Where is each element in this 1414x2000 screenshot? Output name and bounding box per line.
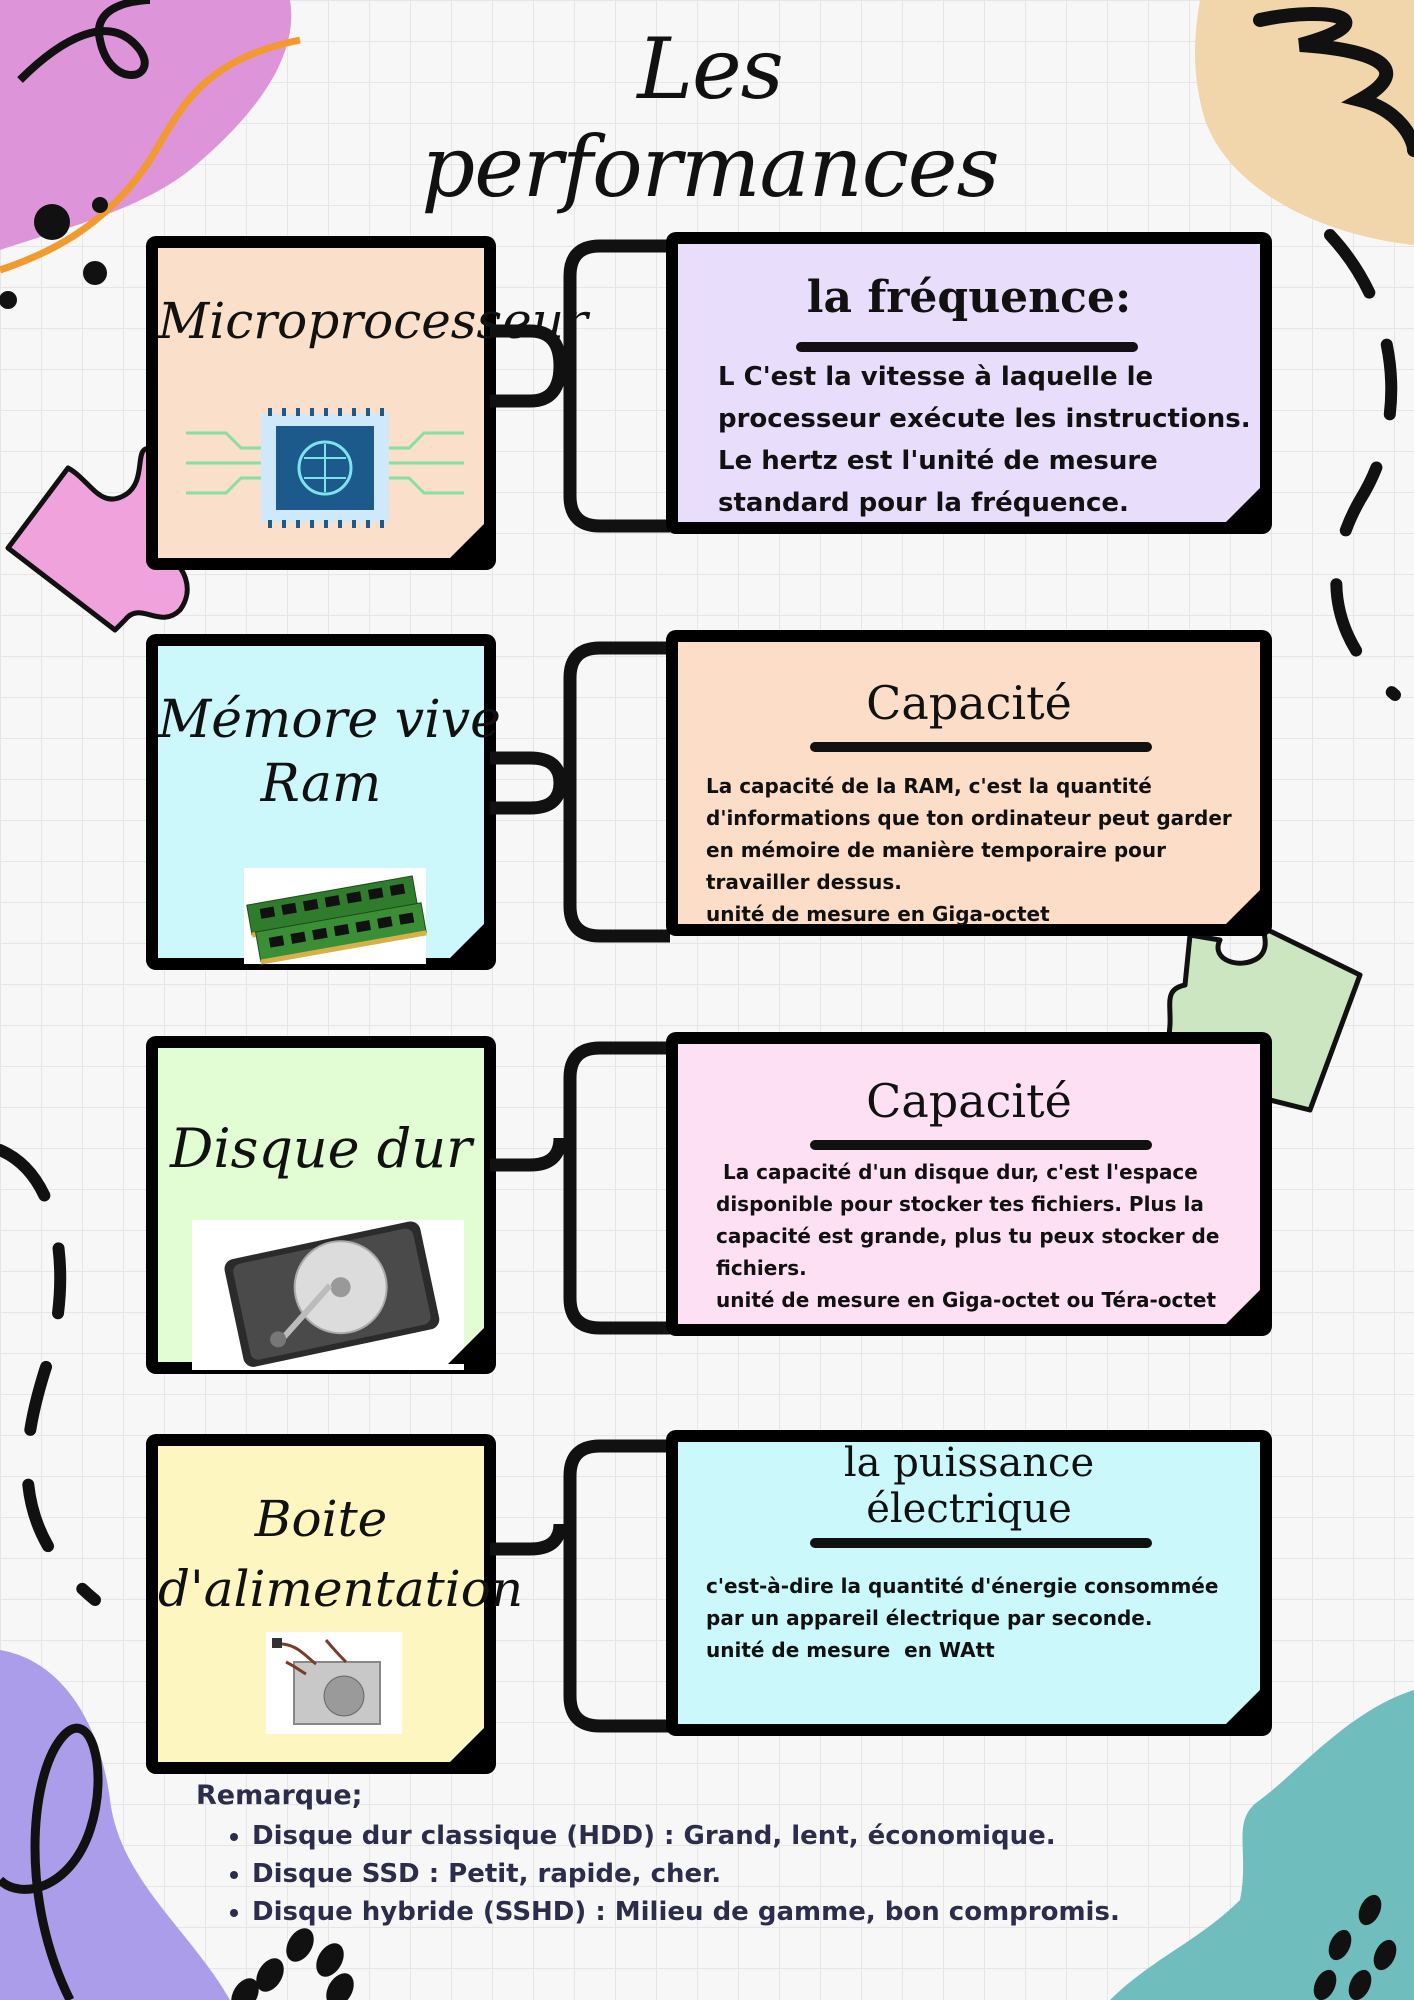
black-dot (0, 291, 17, 309)
list-item: • Disque hybride (SSHD) : Milieu de gamme, bon compromis. (252, 1893, 1120, 1931)
text-line: unité de mesure en WAtt (706, 1638, 995, 1662)
text-line: La capacité d'un disque dur, c'est l'espace (716, 1160, 1198, 1184)
component-name (158, 292, 588, 350)
heading-line: Capacité (866, 676, 1072, 730)
heading-line: Capacité (866, 1074, 1072, 1128)
text-line: fichiers. (716, 1256, 807, 1280)
component-name (158, 1484, 524, 1624)
component-name (158, 1117, 484, 1180)
definition-heading (678, 272, 1260, 323)
definition-card (666, 1430, 1272, 1736)
page-fold (1224, 1288, 1262, 1326)
connector-bracket (490, 1436, 670, 1736)
page-fold (1224, 888, 1262, 926)
cpu-chip-icon (186, 408, 464, 528)
remark-list (196, 1817, 1120, 1931)
text-line: standard pour la fréquence. (718, 488, 1129, 518)
heading-line: la puissance (843, 1440, 1095, 1486)
heading-line: électrique (866, 1486, 1072, 1532)
component-name-line: Microprocesseur (158, 292, 588, 350)
page-fold (1224, 486, 1262, 524)
definition-text (716, 1156, 1219, 1316)
heading-underline (810, 742, 1152, 752)
text-line: en mémoire de manière temporaire pour (706, 838, 1167, 862)
dashed-curve (1330, 235, 1395, 695)
black-dot (83, 261, 107, 285)
text-line: Le hertz est l'unité de mesure (718, 446, 1158, 476)
text-line: unité de mesure en Giga-octet ou Téra-octet (716, 1288, 1217, 1312)
teal-blob (1110, 1690, 1414, 2000)
heading-underline (796, 342, 1138, 352)
definition-heading (678, 1074, 1260, 1128)
component-card (146, 1036, 496, 1374)
heading-underline (810, 1140, 1152, 1150)
component-name-line: Ram (260, 754, 382, 814)
definition-card (666, 232, 1272, 534)
definition-heading (678, 676, 1260, 730)
text-line: capacité est grande, plus tu peux stocker de (716, 1224, 1220, 1248)
component-name-line: Boite (254, 1490, 388, 1548)
text-line: c'est-à-dire la quantité d'énergie consommée (706, 1574, 1219, 1598)
page-fold (448, 1326, 486, 1364)
definition-text (718, 356, 1251, 524)
component-card (146, 1434, 524, 1774)
list-item: • Disque SSD : Petit, rapide, cher. (252, 1855, 1120, 1893)
component-name-line: Disque dur (170, 1117, 472, 1180)
power-supply-icon (266, 1632, 402, 1734)
black-dot (34, 204, 70, 240)
list-item: • Disque dur classique (HDD) : Grand, lent, économique. (252, 1817, 1120, 1855)
page-fold (448, 1726, 486, 1764)
definition-heading (678, 1440, 1260, 1532)
dashed-curve (0, 1150, 95, 1600)
text-line: La capacité de la RAM, c'est la quantité (706, 774, 1152, 798)
definition-text (706, 1570, 1218, 1666)
component-name-line: Mémore vive (158, 690, 501, 750)
connector-bracket (490, 1038, 670, 1338)
hard-disk-icon (192, 1220, 464, 1370)
text-line: par un appareil électrique par seconde. (706, 1606, 1153, 1630)
definition-card (666, 1032, 1272, 1336)
text-line: L C'est la vitesse à laquelle le (718, 362, 1154, 392)
component-card (146, 634, 501, 970)
connector-bracket (490, 236, 670, 536)
component-card (146, 236, 588, 570)
heading-line: la fréquence: (806, 272, 1132, 323)
component-name (158, 688, 501, 816)
page-fold (1224, 1688, 1262, 1726)
text-line: d'informations que ton ordinateur peut garder (706, 806, 1232, 830)
page-fold (448, 922, 486, 960)
definition-text (706, 770, 1232, 930)
remark-section (196, 1780, 1120, 1931)
definition-card (666, 630, 1272, 936)
text-line: travailler dessus. (706, 870, 902, 894)
page-fold (448, 522, 486, 560)
heading-underline (810, 1538, 1152, 1548)
connector-bracket (490, 636, 670, 946)
component-name-line: d'alimentation (158, 1560, 524, 1618)
black-dot (92, 197, 108, 213)
remark-label: Remarque; (196, 1780, 363, 1811)
page-title: Les performances (421, 20, 999, 216)
text-line: unité de mesure en Giga-octet (706, 902, 1050, 926)
text-line: disponible pour stocker tes fichiers. Plus la (716, 1192, 1204, 1216)
text-line: processeur exécute les instructions. (718, 404, 1251, 434)
ram-stick-icon (244, 868, 426, 964)
